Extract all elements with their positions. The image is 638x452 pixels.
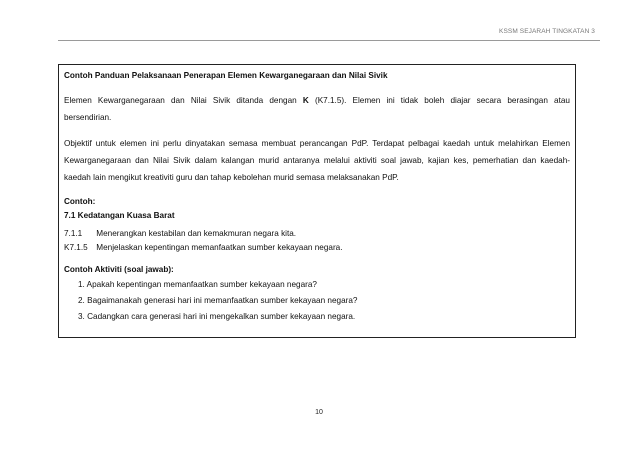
standard-text: Menjelaskan kepentingan memanfaatkan sumber kekayaan negara.	[96, 243, 343, 252]
para1-line1-after: (K7.1.5). Elemen ini tidak boleh diajar secara berasingan atau	[314, 96, 570, 105]
question-item: 2. Bagaimanakah generasi hari ini memanfaatkan sumber kekayaan negara?	[78, 296, 358, 305]
activity-label: Contoh Aktiviti (soal jawab):	[64, 265, 174, 274]
para2-line1: Objektif untuk elemen ini perlu dinyatakan semasa membuat perancangan PdP. Terdapat pelbagai kaedah untuk melahirkan Elemen	[64, 139, 570, 148]
k-marker: K	[302, 96, 309, 105]
standard-item	[64, 243, 343, 253]
standard-code: 7.1.1	[64, 229, 83, 238]
para1-line2: bersendirian.	[64, 113, 112, 122]
running-header: KSSM SEJARAH TINGKATAN 3	[499, 28, 595, 35]
standard-code: K7.1.5	[64, 243, 88, 252]
para2-line3: kaedah lain mengikut kreativiti guru dan tahap kebolehan murid semasa melaksanakan PdP.	[64, 173, 399, 182]
header-divider	[58, 40, 600, 41]
para1-line1-before: Elemen Kewarganegaraan dan Nilai Sivik ditanda dengan	[64, 96, 297, 105]
box-heading: Contoh Panduan Pelaksanaan Penerapan Elemen Kewarganegaraan dan Nilai Sivik	[64, 71, 388, 80]
topic-title: 7.1 Kedatangan Kuasa Barat	[64, 211, 175, 220]
para2-line2: Kewarganegaraan dan Nilai Sivik dalam kalangan murid antaranya melalui aktiviti soal jawab, kajian kes, pemerhatian dan kaedah-	[64, 156, 570, 165]
question-item: 3. Cadangkan cara generasi hari ini mengekalkan sumber kekayaan negara.	[78, 312, 356, 321]
example-label: Contoh:	[64, 197, 96, 206]
question-item: 1. Apakah kepentingan memanfaatkan sumber kekayaan negara?	[78, 280, 317, 289]
para1-line1	[64, 96, 570, 106]
standard-item	[64, 229, 296, 239]
standard-text: Menerangkan kestabilan dan kemakmuran negara kita.	[96, 229, 297, 238]
page-number: 10	[315, 409, 323, 416]
